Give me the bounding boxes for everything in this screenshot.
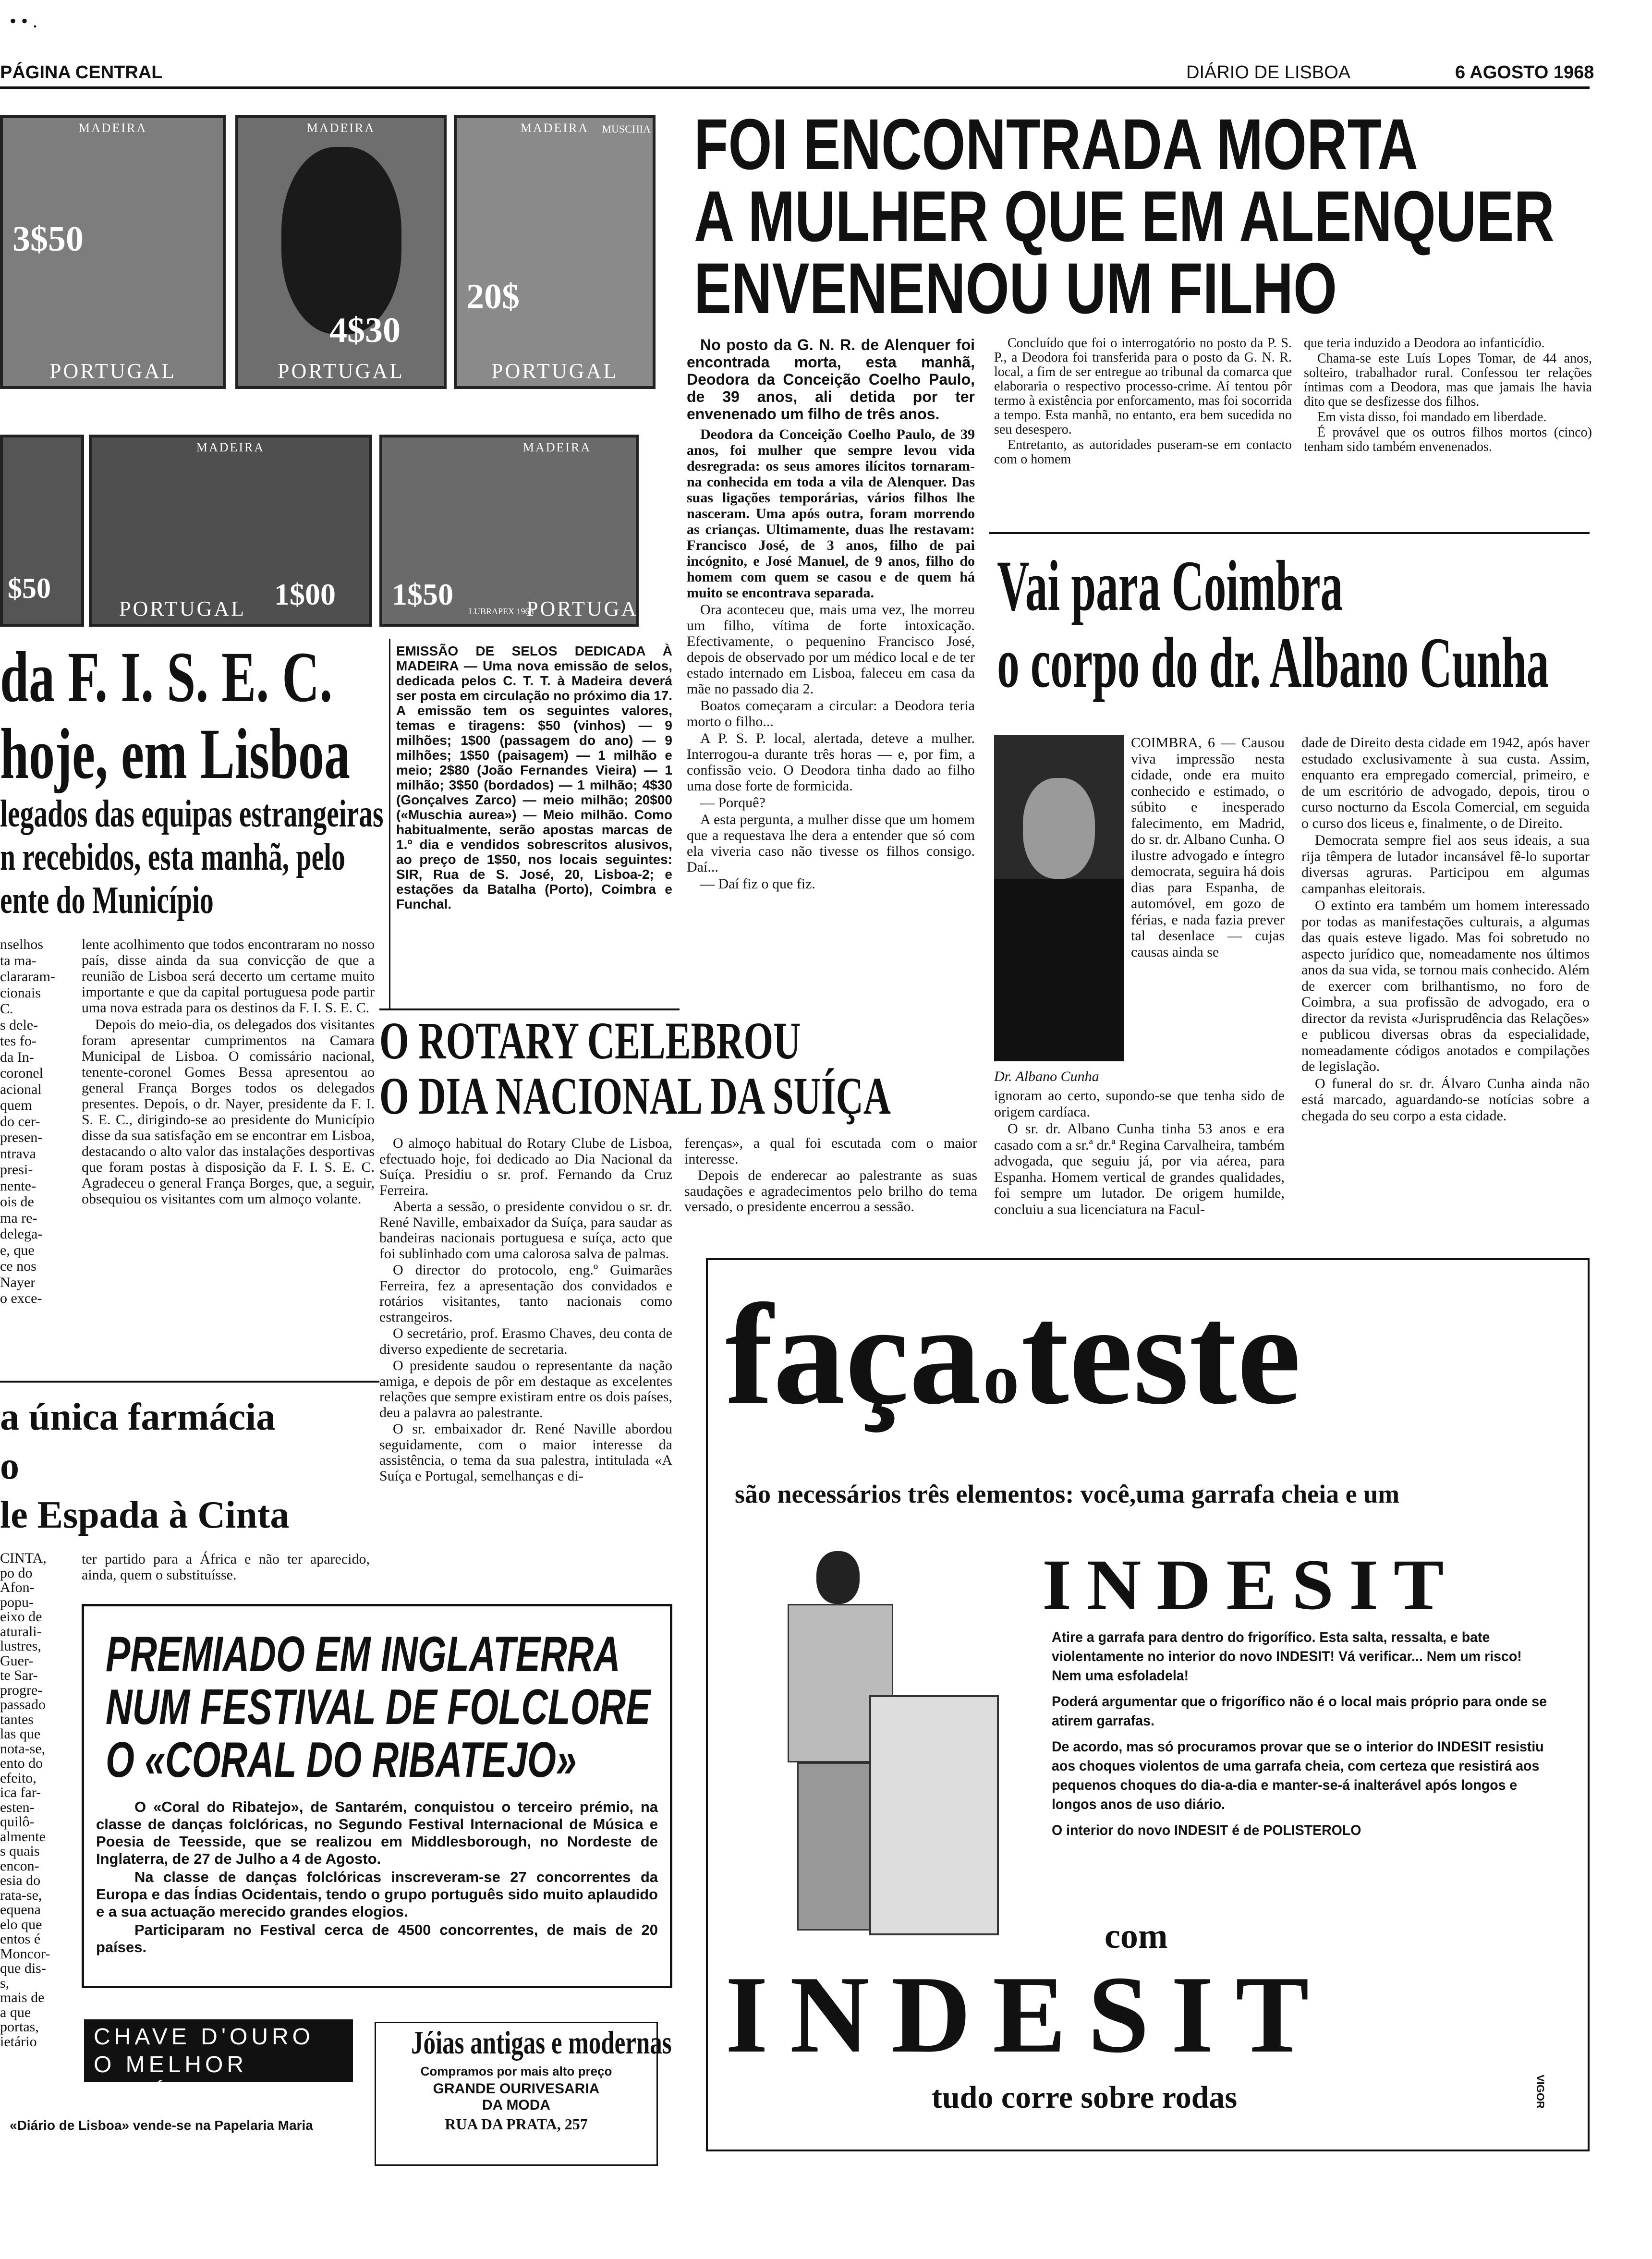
cropped-line: s dele- — [0, 1017, 38, 1033]
coimbra-col2: dade de Direito desta cidade em 1942, após haver estudado exclusivamente à sua custa. Assim, enquanto era empregado comercial, primeiro, e de um escritório de advogado, depois, tirou o curso nocturno da Escola Comercial, em seguida o curso dos liceus e, finalmente, o de Direito. Democrata sempre fiel aos seus ideais, a sua rija têmpera de lutador incansável fê-lo suportar diversas agruras. Participou em algumas campanhas eleitorais. O extinto era também um homem interessado por todas as manifestações culturais, a algumas das quais esteve ligado. Mas foi sobretudo no aspecto jurídico que, nomeadamente nos últimos anos da sua vida, se tornou mais conhecido. Além de exercer com brilhantismo, no foro de Coimbra, a sua profissão de advogado, era o director da revista «Jurisprudência das Relações» e publicou diversas obras da especialidade, nomeadamente códigos anotados e compilações de legislação. O funeral do sr. dr. Álvaro Cunha ainda não está marcado, aguardando-se notícias sobre a chegada do seu corpo a esta cidade. — [1301, 735, 1590, 1124]
cropped-line: ma re- — [0, 1210, 37, 1226]
cropped-line: do cer- — [0, 1113, 40, 1130]
cropped-line: almente — [0, 1828, 46, 1845]
farmacia-col-right: ter partido para a África e não ter aparecido, ainda, quem o substituísse. — [82, 1551, 370, 1583]
cropped-line: presi- — [0, 1162, 33, 1178]
joias-ad: Jóias antigas e modernas Compramos por mais alto preço GRANDE OURIVESARIA DA MODA RUA DA PRATA, 257 — [375, 2022, 658, 2166]
farmacia-col-left — [0, 1551, 72, 2055]
man-head — [816, 1551, 860, 1604]
cropped-line: e, que — [0, 1242, 35, 1258]
coral-headline: PREMIADO EM INGLATERRA NUM FESTIVAL DE FOLCLORE O «CORAL DO RIBATEJO» — [106, 1627, 651, 1788]
rotary-headline: O ROTARY CELEBROU O DIA NACIONAL DA SUÍÇA — [379, 1011, 891, 1125]
indesit-brand-large: INDESIT — [725, 1953, 1331, 2076]
stamp-flower: MADEIRA 20$ MUSCHIA PORTUGAL — [454, 115, 656, 389]
cropped-line: las que — [0, 1726, 41, 1742]
cropped-line: equena — [0, 1902, 41, 1918]
cropped-line: presen- — [0, 1130, 43, 1145]
coimbra-col1-beside: COIMBRA, 6 — Causou viva impressão nesta cidade, onde era muito conhecido e estimado, o súbito e inesperado falecimento, em Madrid, do sr. dr. Albano Cunha. O ilustre advogado e íntegro democrata, seguira há dois dias para Espanha, de automóvel, em gozo de férias, e nada fazia prever tal desenlace — cujas causas ainda se — [1131, 735, 1285, 960]
cropped-line: Moncor- — [0, 1945, 50, 1962]
agency-mark: VIGOR — [1534, 2075, 1546, 2109]
cropped-line: portas, — [0, 2019, 39, 2035]
cropped-line: clararam- — [0, 969, 55, 984]
coimbra-headline: Vai para Coimbra o corpo do dr. Albano Cunha — [997, 546, 1549, 703]
stamp-embroidery: MADEIRA 3$50 PORTUGAL — [0, 115, 226, 389]
cropped-line: da In- — [0, 1049, 34, 1065]
rotary-col1: O almoço habitual do Rotary Clube de Lisboa, efectuado hoje, foi dedicado ao Dia Nacional da Suíça. Presidiu o sr. prof. Fernando da Cruz Ferreira. Aberta a sessão, o presidente convidou o sr. dr. René Naville, embaixador da Suíça, para saudar as bandeiras nacionais portuguesa e suíça, acto que foi sublinhado com uma calorosa salva de palmas. O director do protocolo, eng.º Guimarães Ferreira, fez a apresentação dos convidados e rotários visitantes, tanto nacionais como estrangeiros. O secretário, prof. Erasmo Chaves, deu conta de diverso expediente de secretaria. O presidente saudou o representante da nação amiga, e depois de pôr em destaque as excelentes relações que sempre existiram entre os dois países, deu a palavra ao palestrante. O sr. embaixador dr. René Naville abordou seguidamente, com o maior interesse da assistência, o tema da sua palestra, intitulada «A Suíça e Portugal, semelhanças e di- — [379, 1135, 672, 1484]
stamp-news-divider — [389, 639, 390, 1008]
cropped-line: aturali- — [0, 1623, 42, 1640]
photo-caption: Dr. Albano Cunha — [994, 1069, 1099, 1084]
stamp-fireworks: MADEIRA 1$00 PORTUGAL — [89, 435, 372, 627]
cropped-line: delega- — [0, 1226, 43, 1242]
cropped-line: Afon- — [0, 1579, 35, 1595]
cropped-line: esten- — [0, 1799, 35, 1815]
cropped-line: encon- — [0, 1858, 39, 1874]
stamp-news: EMISSÃO DE SELOS DEDICADA À MADEIRA — Uma nova emissão de selos, dedicada pelos C. T. T. à Madeira deverá ser posta em circulação no próximo dia 17. A emissão tem os seguintes valores, temas e tiragens: $50 (vinhos) — 9 milhões; 1$00 (passagem do ano) — 9 milhões; 1$50 (paisagem) — 1 milhão e meio; 2$80 (João Fernandes Vieira) — 1 milhão; 3$50 (bordados) — 1 milhão; 4$30 (Gonçalves Zarco) — meio milhão; 20$00 («Muschia aurea») — Meio milhão. Como habitualmente, serão apostas marcas de 1.º dia e vendidos sobrescritos alusivos, ao preço de 1$50, nos locais seguintes: SIR, Rua de S. José, 20, Lisboa-2; e estações da Batalha (Porto), Coimbra e Funchal. — [396, 644, 672, 911]
stamp-wine: $50 — [0, 435, 84, 627]
cropped-line: ica far- — [0, 1785, 41, 1800]
main-story-col3: que teria induzido a Deodora ao infanticídio. Chama-se este Luís Lopes Tomar, de 44 anos, solteiro, trabalhador rural. Confessou ter relações íntimas com a Deodora, mas que jamais lhe havia dito que se desfizesse dos filhos. Em vista disso, foi mandado em liberdade. É provável que os outros filhos mortos (cinco) tenham sido também envenenados. — [1304, 336, 1592, 454]
cafe-ad: CHAVE D'OURO O MELHOR CAFÉ... — [84, 2019, 353, 2082]
cropped-line: C. — [0, 1001, 13, 1017]
cropped-line: mais de — [0, 1990, 45, 2005]
section-label: PÁGINA CENTRAL — [0, 62, 163, 83]
cropped-line: Nayer — [0, 1274, 36, 1290]
fridge — [869, 1695, 999, 1935]
cropped-line: rata-se, — [0, 1887, 42, 1903]
stamp-news-bottom — [379, 1008, 680, 1010]
man-legs — [797, 1762, 879, 1931]
cropped-line: nselhos — [0, 936, 43, 952]
cropped-line: progre- — [0, 1682, 43, 1698]
cropped-line: lustres, — [0, 1638, 41, 1654]
cropped-line: te Sar- — [0, 1667, 38, 1683]
coimbra-col1: ignoram ao certo, supondo-se que tenha sido de origem cardíaca. O sr. dr. Albano Cunha tinha 53 anos e era casado com a sr.ª dr.ª Regina Carvalheira, também advogada, que seguiu já, por via aérea, para Espanha. Homem vertical de grandes qualidades, foi sempre um lutador. De origem humilde, concluiu a sua licenciatura na Facul- — [994, 1088, 1285, 1217]
issue-date: 6 AGOSTO 1968 — [1455, 62, 1594, 83]
cropped-line: passado — [0, 1697, 46, 1712]
indesit-slogan: faça o teste — [725, 1275, 1301, 1434]
rotary-col2: ferenças», a qual foi escutada com o maior interesse. Depois de enderecar ao palestrante as suas saudações e agradecimentos pelo brilho do tema versado, o presidente encerrou a sessão. — [684, 1135, 977, 1215]
cropped-line: CINTA, — [0, 1550, 47, 1566]
cropped-line: po do — [0, 1565, 33, 1581]
farmacia-headline: a única farmácia o le Espada à Cinta — [0, 1396, 290, 1536]
cropped-line: coronel — [0, 1065, 43, 1081]
cropped-line: quilô- — [0, 1814, 35, 1830]
cropped-line: a que — [0, 2004, 31, 2020]
masthead-rule — [0, 86, 1590, 89]
cropped-line: entos é — [0, 1931, 41, 1947]
cropped-line: ce nos — [0, 1258, 36, 1274]
cropped-line: Guer- — [0, 1652, 34, 1669]
cropped-line: ta ma- — [0, 952, 36, 969]
photo-jacket — [994, 879, 1124, 1061]
cropped-line: ietário — [0, 2033, 37, 2050]
main-story-col2: Concluído que foi o interrogatório no posto da P. S. P., a Deodora foi transferida para o posto da G. N. R. local, a fim de ser entregue ao tribunal da comarca que elaboraria o respectivo processo-crime. Aí tentou pôr termo à existência por enforcamento, mas foi socorrida a tempo. Esta manhã, no entanto, era bem sucedida no seu desespero. Entretanto, as autoridades puseram-se em contacto com o homem — [994, 336, 1292, 467]
indesit-tagline: tudo corre sobre rodas — [932, 2080, 1238, 2115]
cropped-line: elo que — [0, 1916, 42, 1932]
cropped-line: eixo de — [0, 1609, 42, 1625]
footer-note: «Diário de Lisboa» vende-se na Papelaria Maria — [10, 2118, 313, 2133]
paper-name: DIÁRIO DE LISBOA — [1186, 62, 1351, 83]
main-headline: FOI ENCONTRADA MORTA A MULHER QUE EM ALENQUER ENVENENOU UM FILHO — [694, 104, 1555, 328]
cropped-line: nente- — [0, 1178, 36, 1194]
fisec-col-right: lente acolhimento que todos encontraram no nosso país, disse ainda da sua convicção de que a reunião de Lisboa será decerto um certame muito importante e que da capital portuguesa pode partir uma nova estrada para os destinos da F. I. S. E. C. Depois do meio-dia, os delegados dos visitantes foram apresentar cumprimentos na Camara Municipal de Lisboa. O comissário nacional, tenente-coronel Gomes Bessa apresentou ao general França Borges todos os delegados presentes. Depois, o dr. Nayer, presidente da F. I. S. E. C., dirigindo-se ao presidente do Município disse da sua satisfação em se encontrar em Lisboa, destacando o alto valor das instalações desportivas que foram postas à disposição da F. I. S. E. C. Agradeceu o general França Borges, que, a seguir, obsequiou os visitantes com um almoço volante. — [82, 936, 375, 1207]
main-story-col1: No posto da G. N. R. de Alenquer foi encontrada morta, esta manhã, Deodora da Conceição Coelho Paulo, de 39 anos, ali detida por ter envenenado um filho de três anos. Deodora da Conceição Coelho Paulo, de 39 anos, foi mulher que sempre levou vida desregrada: os seus amores ilícitos tornaram-na conhecida em toda a vila de Alenquer. Das suas ligações temporárias, vários filhos lhe nasceram. Uma após outra, foram morrendo as crianças. Ultimamente, duas lhe restavam: Francisco José, de 3 anos, filho de pai incógnito, e José Manuel, de 9 anos, filho do homem com quem se casou e de quem há muito se encontrava separada. Ora aconteceu que, mais uma vez, lhe morreu um filho, vítima de forte intoxicação. Efectivamente, o pequenino Francisco José, depois de observado por um médico local e de ter estado internado em Lisboa, faleceu em casa da mãe no passado dia 2. Boatos começaram a circular: a Deodora teria morto o filho... A P. S. P. local, alertada, deteve a mulher. Interrogou-a durante três horas — e, por fim, a confissão veio. O Deodora tinha dado ao filho uma dose forte de formicida. — Porquê? A esta pergunta, a mulher disse que um homem que a requestava lhe dera a entender que só com ela viveria caso não tivesse os filhos consigo. Daí... — Daí fiz o que fiz. — [687, 336, 975, 892]
stamp-landscape: MADEIRA 1$50 LUBRAPEX 1968 PORTUGAL — [379, 435, 639, 627]
indesit-com: com — [1105, 1917, 1168, 1956]
stamp-zarco-portrait: MADEIRA 4$30 PORTUGAL — [235, 115, 447, 389]
cropped-line: tes fo- — [0, 1033, 36, 1049]
cropped-line: ntrava — [0, 1145, 36, 1162]
cropped-line: que dis- — [0, 1960, 46, 1976]
indesit-man-figure — [749, 1551, 1018, 1940]
cropped-line: s, — [0, 1975, 10, 1991]
cropped-line: ois de — [0, 1194, 34, 1210]
cropped-line: acional — [0, 1081, 42, 1097]
indesit-brand: INDESIT — [1042, 1545, 1459, 1625]
indesit-copy: Atire a garrafa para dentro do frigorífico. Esta salta, ressalta, e bate violentamente no interior do novo INDESIT! Vá verificar... Nem um risco! Nem uma esfoladela! Poderá argumentar que o frigorífico não é o local mais próprio para onde se atirem garrafas. De acordo, mas só procuramos provar que se o interior do INDESIT resistiu aos choques violentos de uma garrafa cheia, com certeza que resistirá aos pequenos choques do dia-a-dia e manter-se-á inalterável após longos e longos anos de uso diário. O interior do novo INDESIT é de POLISTEROLO — [1052, 1629, 1547, 1838]
fisec-col-left — [0, 936, 72, 1369]
albano-cunha-photo — [994, 735, 1124, 1061]
fisec-headline: da F. I. S. E. C. hoje, em Lisboa legados das equipas estrangeiras n recebidos, esta manhã, pelo ente do Município — [0, 637, 384, 922]
cropped-line: cionais — [0, 984, 41, 1001]
cropped-line: nota-se, — [0, 1740, 46, 1757]
cropped-line: tantes — [0, 1711, 34, 1727]
portrait-figure — [281, 147, 401, 334]
cropped-line: quem — [0, 1097, 32, 1113]
cropped-line: popu- — [0, 1594, 34, 1610]
fisec-bottom-rule — [0, 1381, 379, 1383]
corner-dots: • • . — [10, 10, 38, 32]
main-story-rule — [989, 532, 1590, 534]
indesit-sub: são necessários três elementos: você,uma garrafa cheia e um — [735, 1480, 1400, 1508]
coral-text: O «Coral do Ribatejo», de Santarém, conquistou o terceiro prémio, na classe de danças folclóricas, no Segundo Festival Internacional de Música e Poesia de Teesside, que se realizou em Middlesborough, no Nordeste de Inglaterra, de 27 de Julho a 4 de Agosto. Na classe de danças folclóricas inscreveram-se 27 concorrentes da Europa e das Índias Ocidentais, tendo o grupo português sido muito aplaudido e a sua actuação merecido grandes elogios. Participaram no Festival cerca de 4500 concorrentes, de mais de 20 países. — [96, 1798, 658, 1955]
photo-face — [1023, 778, 1095, 879]
cropped-line: efeito, — [0, 1770, 36, 1786]
cropped-line: esia do — [0, 1872, 41, 1888]
cropped-line: o exce- — [0, 1290, 42, 1306]
cropped-line: ento do — [0, 1755, 43, 1771]
cropped-line: s quais — [0, 1843, 40, 1859]
